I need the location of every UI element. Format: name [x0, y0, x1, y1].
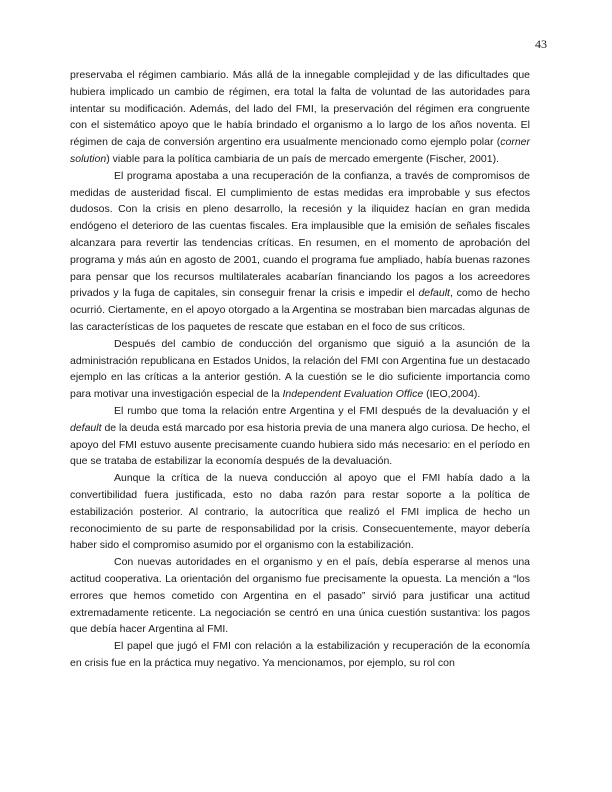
text-run: Con nuevas autoridades en el organismo y en el país, debía esperarse al menos una actitud cooperativa. La orientación del organismo fue precisamente la opuesta. La mención a “los errores que hemos cometido con Argentina en el pasado” sirvió para justificar una actitud extremadamente reticente. La negociación se centró en una única cuestión sustantiva: los pagos que debía hacer Argentina al FMI.	[70, 556, 530, 636]
paragraph	[70, 470, 530, 554]
paragraph	[70, 403, 530, 470]
paragraph	[70, 336, 530, 403]
paragraph	[70, 638, 530, 672]
text-run: de la deuda está marcado por esa historia previa de una manera algo curiosa. De hecho, el apoyo del FMI estuvo ausente precisamente cuando hubiera sido más necesario: en el período en que se trataba de estabilizar la economía después de la devaluación.	[70, 421, 530, 468]
body-text	[70, 67, 530, 672]
italic-term: corner solution	[70, 136, 530, 165]
page-number: 43	[535, 37, 547, 51]
text-run: Después del cambio de conducción del organismo que siguió a la asunción de la administración republicana en Estados Unidos, la relación del FMI con Argentina fue un destacado ejemplo en las críticas a la anterior gestión. A la cuestión se le dio suficiente importancia como para motivar una investigación especial de la	[70, 337, 530, 401]
text-run: ) viable para la política cambiaria de un país de mercado emergente (Fischer, 2001).	[106, 152, 499, 165]
italic-term: default	[418, 287, 450, 300]
text-run: preservaba el régimen cambiario. Más allá de la innegable complejidad y de las dificultades que hubiera implicado un cambio de régimen, era total la falta de voluntad de las autoridades para intentar su modificación. Además, del lado del FMI, la preservación del régimen era congruente con el sistemático apoyo que le había brindado el organismo a lo largo de los años noventa. El régimen de caja de conversión argentino era usualmente mencionado como ejemplo polar (	[70, 69, 530, 149]
italic-term: default	[70, 421, 102, 434]
paragraph	[70, 67, 530, 168]
text-run: El papel que jugó el FMI con relación a la estabilización y recuperación de la economía en crisis fue en la práctica muy negativo. Ya mencionamos, por ejemplo, su rol con	[70, 640, 530, 669]
text-run: (IEO,2004).	[423, 388, 481, 401]
text-run: , como de hecho ocurrió. Ciertamente, en el apoyo otorgado a la Argentina se mostraban bien marcadas algunas de las características de los paquetes de rescate que estaban en el foco de sus críticos.	[70, 287, 530, 333]
paragraph	[70, 168, 530, 336]
text-run: Aunque la crítica de la nueva conducción al apoyo que el FMI había dado a la convertibilidad fuera justificada, esto no daba razón para restar soporte a la política de estabilización posterior. Al contrario, la autocrítica que realizó el FMI implica de hecho un reconocimiento de su parte de responsabilidad por la crisis. Consecuentemente, mayor debería haber sido el compromiso asumido por el organismo con la estabilización.	[70, 472, 530, 552]
paragraph	[70, 554, 530, 638]
text-run: El programa apostaba a una recuperación de la confianza, a través de compromisos de medidas de austeridad fiscal. El cumplimiento de estas medidas era improbable y sus efectos dudosos. Con la crisis en pleno desarrollo, la recesión y la iliquidez hacían en gran medida endógeno el deterioro de las cuentas fiscales. Era implausible que la emisión de señales fiscales alcanzara para revertir las tendencias críticas. En resumen, en el momento de aprobación del programa y más aún en agosto de 2001, cuando el programa fue ampliado, había buenas razones para pensar que los recursos multilaterales acabarían financiando los pagos a los acreedores privados y la fuga de capitales, sin conseguir frenar la crisis e impedir el	[70, 169, 530, 300]
text-run: El rumbo que toma la relación entre Argentina y el FMI después de la devaluación y el	[114, 404, 530, 417]
italic-term: Independent Evaluation Office	[282, 388, 424, 401]
